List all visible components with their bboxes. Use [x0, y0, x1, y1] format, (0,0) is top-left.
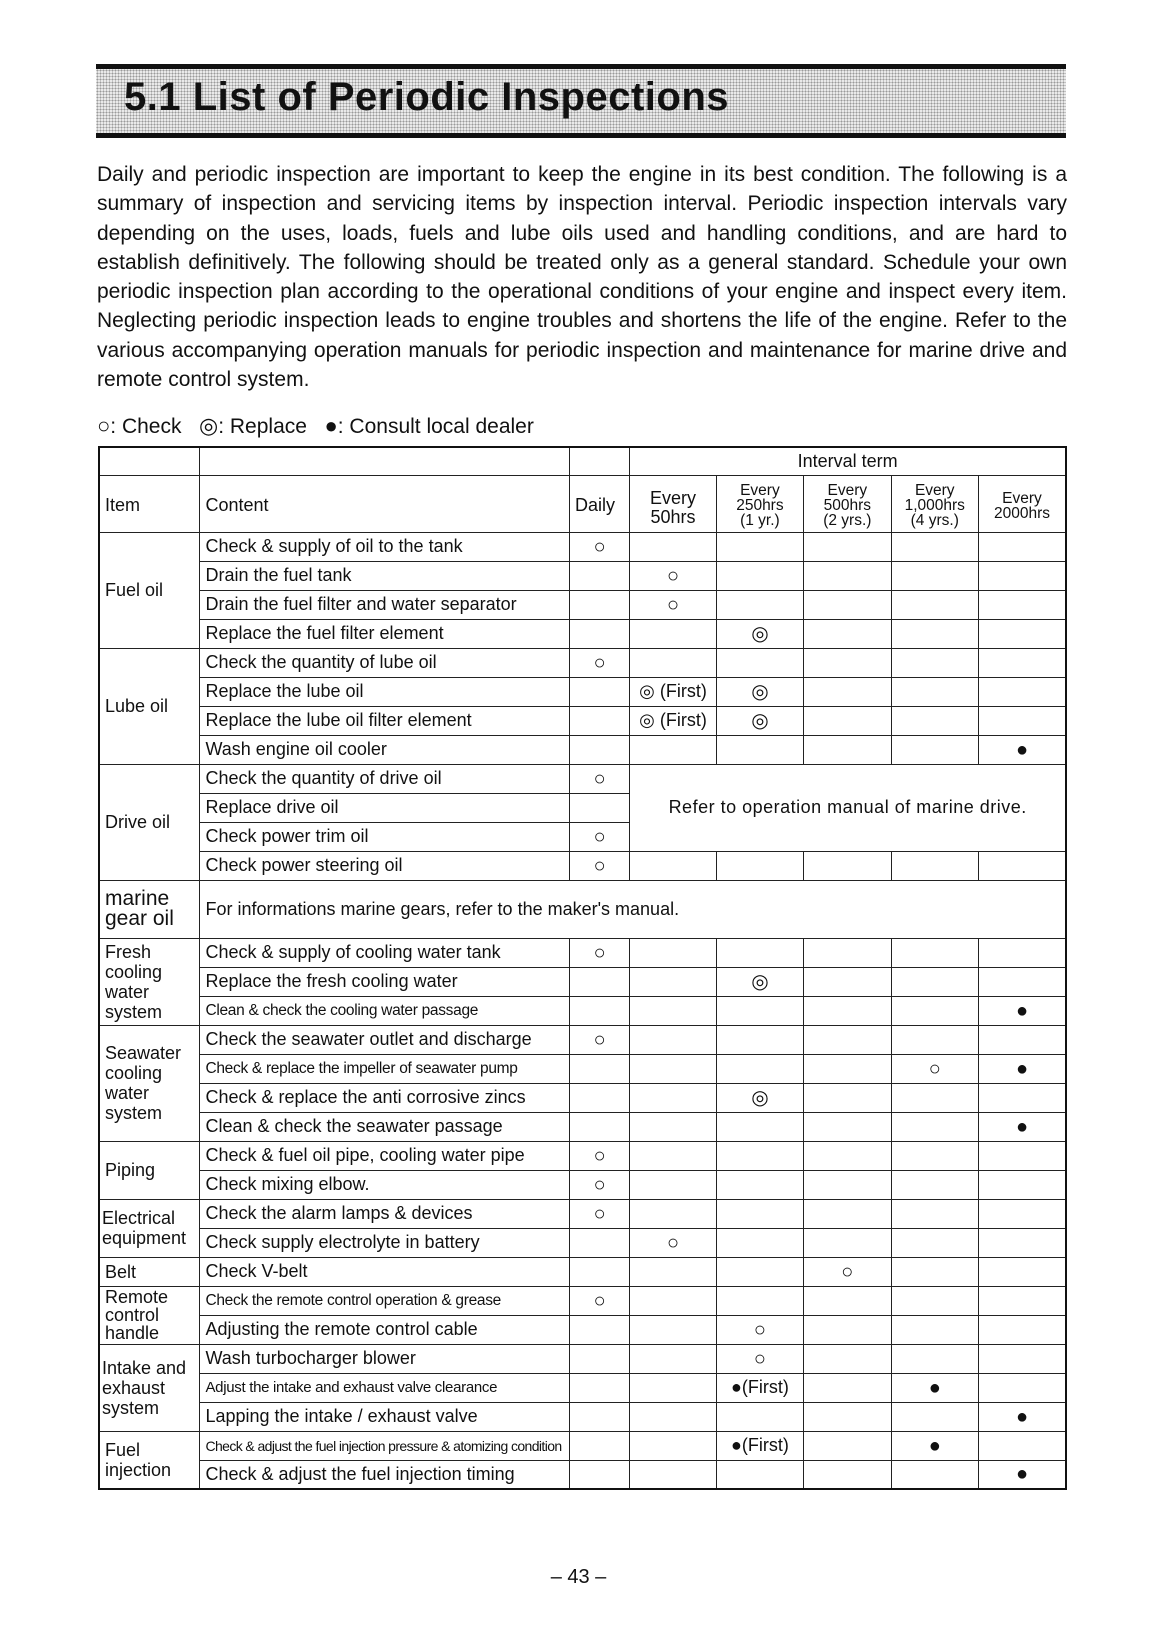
- mark-cell: [891, 1228, 978, 1257]
- dealer-symbol-icon: ●: [324, 413, 338, 438]
- table-row: [99, 851, 1066, 880]
- mark-cell: [804, 1112, 891, 1141]
- row-content: Clean & check the cooling water passage: [200, 996, 570, 1025]
- table-row: [99, 1199, 1066, 1228]
- mark-cell: ○: [630, 1228, 716, 1257]
- mark-cell: [891, 1402, 978, 1431]
- mark-cell: [630, 1199, 716, 1228]
- mark-cell: [804, 1025, 891, 1054]
- table-row: [99, 1025, 1066, 1054]
- mark-cell: [569, 1344, 629, 1373]
- mark-cell: [978, 1286, 1066, 1315]
- every-50hrs-header: [630, 475, 716, 532]
- mark-cell: ●: [978, 735, 1066, 764]
- table-row: [99, 1344, 1066, 1373]
- mark-cell: [569, 1431, 629, 1460]
- item-electrical: Electrical equipment: [99, 1199, 200, 1257]
- mark-cell: [891, 996, 978, 1025]
- row-content: Adjust the intake and exhaust valve clearance: [200, 1373, 570, 1402]
- table-row: [99, 764, 1066, 793]
- mark-cell: [891, 1170, 978, 1199]
- row-content: Replace the lube oil filter element: [200, 706, 570, 735]
- every-500hrs-header: [804, 475, 891, 532]
- every-label: Every: [914, 482, 955, 499]
- row-content: Check mixing elbow.: [200, 1170, 570, 1199]
- mark-cell: ◎ (First): [630, 706, 716, 735]
- mark-cell: [891, 735, 978, 764]
- mark-cell: [569, 677, 629, 706]
- mark-cell: [716, 532, 803, 561]
- item-piping: Piping: [99, 1141, 200, 1199]
- check-symbol-icon: ○: [97, 413, 111, 438]
- mark-cell: [630, 938, 716, 967]
- mark-cell: ○: [630, 561, 716, 590]
- row-content: Replace drive oil: [200, 793, 570, 822]
- mark-cell: [569, 1228, 629, 1257]
- mark-cell: ○: [891, 1054, 978, 1083]
- table-row: [99, 1431, 1066, 1460]
- mark-cell: [630, 967, 716, 996]
- mark-cell: [804, 590, 891, 619]
- mark-cell: [978, 706, 1066, 735]
- mark-cell: [978, 1228, 1066, 1257]
- replace-label: : Replace: [218, 415, 307, 438]
- row-content: Check & adjust the fuel injection timing: [200, 1460, 570, 1489]
- mark-cell: [569, 1373, 629, 1402]
- table-row: [99, 996, 1066, 1025]
- mark-cell: ○: [716, 1315, 803, 1344]
- table-row: [99, 1112, 1066, 1141]
- mark-cell: [804, 851, 891, 880]
- hrs-label: 1,000hrs: [904, 497, 965, 514]
- item-belt: Belt: [99, 1257, 200, 1286]
- table-row: [99, 532, 1066, 561]
- item-fuel-injection: Fuel injection: [99, 1431, 200, 1489]
- mark-cell: [569, 590, 629, 619]
- mark-cell: ○: [630, 590, 716, 619]
- row-content: Adjusting the remote control cable: [200, 1315, 570, 1344]
- table-row: [99, 1315, 1066, 1344]
- mark-cell: [716, 590, 803, 619]
- table-row: [99, 1373, 1066, 1402]
- mark-cell: [804, 1373, 891, 1402]
- mark-cell: ○: [569, 938, 629, 967]
- table-row: [99, 967, 1066, 996]
- mark-cell: ●: [978, 1112, 1066, 1141]
- table-row: [99, 1083, 1066, 1112]
- row-content: Wash turbocharger blower: [200, 1344, 570, 1373]
- mark-cell: [978, 1025, 1066, 1054]
- interval-term-header: Interval term: [630, 447, 1066, 475]
- mark-cell: [804, 996, 891, 1025]
- mark-cell: [978, 677, 1066, 706]
- mark-cell: [804, 1054, 891, 1083]
- mark-cell: [804, 1431, 891, 1460]
- mark-cell: [569, 1315, 629, 1344]
- row-content: Drain the fuel tank: [200, 561, 570, 590]
- check-label: : Check: [110, 415, 182, 438]
- mark-cell: [891, 619, 978, 648]
- column-header-row: [99, 475, 1066, 532]
- mark-cell: [569, 1083, 629, 1112]
- mark-cell: [569, 1054, 629, 1083]
- mark-cell: [630, 1025, 716, 1054]
- mark-cell: ○: [569, 648, 629, 677]
- mark-cell: [630, 1402, 716, 1431]
- item-seawater-cooling: Seawater cooling water system: [99, 1025, 200, 1141]
- mark-cell: [630, 1373, 716, 1402]
- mark-cell: ◎: [716, 619, 803, 648]
- row-content: Drain the fuel filter and water separator: [200, 590, 570, 619]
- mark-cell: [978, 590, 1066, 619]
- mark-cell: [716, 735, 803, 764]
- mark-cell: [804, 735, 891, 764]
- mark-cell: [978, 1141, 1066, 1170]
- row-content: Replace the lube oil: [200, 677, 570, 706]
- mark-cell: ◎: [716, 967, 803, 996]
- table-row: [99, 619, 1066, 648]
- mark-cell: [569, 967, 629, 996]
- table-row: [99, 880, 1066, 938]
- row-content: Check V-belt: [200, 1257, 570, 1286]
- mark-cell: [804, 1141, 891, 1170]
- table-row: [99, 590, 1066, 619]
- mark-cell: [804, 1170, 891, 1199]
- mark-cell: [891, 1286, 978, 1315]
- inspection-table: [98, 446, 1067, 1490]
- mark-cell: [716, 1257, 803, 1286]
- mark-cell: [891, 1315, 978, 1344]
- mark-cell: ●: [891, 1431, 978, 1460]
- item-remote-control: Remote control handle: [99, 1286, 200, 1344]
- mark-cell: [630, 1286, 716, 1315]
- mark-cell: [716, 1286, 803, 1315]
- mark-cell: [630, 1141, 716, 1170]
- table-row: [99, 1460, 1066, 1489]
- mark-cell: [978, 532, 1066, 561]
- mark-cell: ◎ (First): [630, 677, 716, 706]
- mark-cell: ●: [978, 1402, 1066, 1431]
- mark-cell: [569, 1402, 629, 1431]
- item-fresh-cooling: Fresh cooling water system: [99, 938, 200, 1025]
- mark-cell: [569, 1112, 629, 1141]
- row-content: Check & supply of cooling water tank: [200, 938, 570, 967]
- mark-cell: [891, 938, 978, 967]
- table-row: [99, 1054, 1066, 1083]
- mark-cell: [569, 735, 629, 764]
- mark-cell: [891, 1025, 978, 1054]
- mark-cell: ○: [569, 1170, 629, 1199]
- table-row: [99, 648, 1066, 677]
- row-content: Check the seawater outlet and discharge: [200, 1025, 570, 1054]
- table-row: [99, 735, 1066, 764]
- row-content: Check power trim oil: [200, 822, 570, 851]
- mark-cell: ●(First): [716, 1431, 803, 1460]
- mark-cell: ○: [569, 1199, 629, 1228]
- mark-cell: ○: [569, 1141, 629, 1170]
- mark-cell: [630, 851, 716, 880]
- mark-cell: [891, 1112, 978, 1141]
- row-content: Check the alarm lamps & devices: [200, 1199, 570, 1228]
- mark-cell: [630, 1257, 716, 1286]
- page-title: 5.1 List of Periodic Inspections: [124, 75, 730, 119]
- mark-cell: [716, 851, 803, 880]
- mark-cell: [804, 619, 891, 648]
- mark-cell: [978, 851, 1066, 880]
- mark-cell: ○: [569, 1286, 629, 1315]
- mark-cell: [804, 532, 891, 561]
- section-title-bar: [96, 64, 1066, 138]
- mark-cell: [630, 1431, 716, 1460]
- mark-cell: ○: [569, 1025, 629, 1054]
- mark-cell: [804, 1083, 891, 1112]
- mark-cell: [630, 1170, 716, 1199]
- table-row: [99, 561, 1066, 590]
- mark-cell: [630, 1460, 716, 1489]
- row-content: Check & fuel oil pipe, cooling water pipe: [200, 1141, 570, 1170]
- mark-cell: [891, 1460, 978, 1489]
- mark-cell: [804, 967, 891, 996]
- mark-cell: [978, 938, 1066, 967]
- mark-cell: [569, 619, 629, 648]
- mark-cell: [978, 1373, 1066, 1402]
- mark-cell: [891, 706, 978, 735]
- mark-cell: [630, 996, 716, 1025]
- years-label: (4 yrs.): [910, 512, 959, 529]
- content-header: Content: [200, 475, 570, 532]
- mark-cell: [630, 648, 716, 677]
- hrs-label: 2000hrs: [993, 504, 1050, 522]
- mark-cell: [716, 1170, 803, 1199]
- mark-cell: ◎: [716, 677, 803, 706]
- item-lube-oil: Lube oil: [99, 648, 200, 764]
- hrs-label: 50hrs: [650, 506, 696, 527]
- mark-cell: ●: [978, 1460, 1066, 1489]
- mark-cell: [804, 1315, 891, 1344]
- mark-cell: [716, 1025, 803, 1054]
- mark-cell: [716, 561, 803, 590]
- mark-cell: [891, 1141, 978, 1170]
- mark-cell: [804, 1460, 891, 1489]
- mark-cell: [804, 1228, 891, 1257]
- dealer-label: : Consult local dealer: [337, 415, 534, 438]
- mark-cell: [716, 1199, 803, 1228]
- mark-cell: [569, 561, 629, 590]
- mark-cell: [891, 677, 978, 706]
- row-content: Check the quantity of lube oil: [200, 648, 570, 677]
- drive-oil-note: Refer to operation manual of marine drive.: [630, 764, 1066, 851]
- mark-cell: [716, 1228, 803, 1257]
- mark-cell: [978, 648, 1066, 677]
- mark-cell: [978, 619, 1066, 648]
- mark-cell: ●: [978, 1054, 1066, 1083]
- mark-cell: [891, 1199, 978, 1228]
- mark-cell: [569, 1460, 629, 1489]
- marine-gear-note: For informations marine gears, refer to the maker's manual.: [200, 880, 1066, 938]
- table-row: [99, 938, 1066, 967]
- row-content: Replace the fuel filter element: [200, 619, 570, 648]
- mark-cell: [716, 996, 803, 1025]
- mark-cell: [630, 1315, 716, 1344]
- mark-cell: [804, 648, 891, 677]
- hrs-label: 250hrs: [736, 497, 784, 514]
- mark-cell: ○: [716, 1344, 803, 1373]
- mark-cell: [630, 735, 716, 764]
- item-drive-oil: Drive oil: [99, 764, 200, 880]
- table-row: [99, 677, 1066, 706]
- row-content: Check the remote control operation & grease: [200, 1286, 570, 1315]
- mark-cell: [978, 1315, 1066, 1344]
- interval-header-row: [99, 447, 1066, 475]
- table-row: [99, 1228, 1066, 1257]
- row-content: Check & supply of oil to the tank: [200, 532, 570, 561]
- row-content: Replace the fresh cooling water: [200, 967, 570, 996]
- every-label: Every: [827, 482, 868, 499]
- table-row: [99, 1141, 1066, 1170]
- daily-header: Daily: [569, 475, 629, 532]
- mark-cell: [978, 1257, 1066, 1286]
- years-label: (2 yrs.): [823, 512, 872, 529]
- mark-cell: [978, 967, 1066, 996]
- mark-cell: [978, 561, 1066, 590]
- mark-cell: ●(First): [716, 1373, 803, 1402]
- mark-cell: ○: [569, 764, 629, 793]
- mark-cell: [891, 967, 978, 996]
- item-fuel-oil: Fuel oil: [99, 532, 200, 648]
- mark-cell: [716, 1141, 803, 1170]
- mark-cell: [630, 1054, 716, 1083]
- table-row: [99, 1257, 1066, 1286]
- mark-cell: ●: [891, 1373, 978, 1402]
- mark-cell: ◎: [716, 1083, 803, 1112]
- mark-cell: [978, 1170, 1066, 1199]
- mark-cell: [804, 1286, 891, 1315]
- mark-cell: [978, 1083, 1066, 1112]
- mark-cell: [630, 532, 716, 561]
- row-content: Check the quantity of drive oil: [200, 764, 570, 793]
- table-row: [99, 706, 1066, 735]
- item-marine-gear-oil: marine gear oil: [99, 880, 200, 938]
- mark-cell: [891, 1344, 978, 1373]
- mark-cell: [716, 938, 803, 967]
- mark-cell: [891, 851, 978, 880]
- mark-cell: [804, 1402, 891, 1431]
- mark-cell: ○: [569, 851, 629, 880]
- hrs-label: 500hrs: [823, 497, 872, 514]
- row-content: Clean & check the seawater passage: [200, 1112, 570, 1141]
- intro-paragraph: Daily and periodic inspection are important to keep the engine in its best condition. The following is a summary of inspection and servicing items by inspection interval. Periodic inspection intervals vary depending on the uses, loads, fuels and lube oils used and handling conditions, and are hard to establish definitively. The following should be treated only as a general standard. Schedule your own periodic inspection plan according to the operational conditions of your engine and inspect every item. Neglecting periodic inspection leads to engine troubles and shortens the life of the engine. Refer to the various accompanying operation manuals for periodic inspection and maintenance for marine drive and remote control system.: [97, 163, 1067, 392]
- row-content: Check supply electrolyte in battery: [200, 1228, 570, 1257]
- row-content: Lapping the intake / exhaust valve: [200, 1402, 570, 1431]
- every-label: Every: [740, 482, 780, 499]
- mark-cell: [569, 706, 629, 735]
- mark-cell: [716, 1112, 803, 1141]
- item-intake-exhaust: Intake and exhaust system: [99, 1344, 200, 1431]
- mark-cell: ●: [978, 996, 1066, 1025]
- years-label: (1 yr.): [740, 512, 780, 529]
- symbol-legend: [97, 415, 534, 439]
- mark-cell: [804, 938, 891, 967]
- mark-cell: [716, 1460, 803, 1489]
- table-row: [99, 1170, 1066, 1199]
- table-row: [99, 1402, 1066, 1431]
- mark-cell: [716, 1054, 803, 1083]
- mark-cell: ○: [804, 1257, 891, 1286]
- mark-cell: [978, 1344, 1066, 1373]
- every-2000hrs-header: [978, 475, 1066, 532]
- page-number: – 43 –: [550, 1566, 607, 1588]
- mark-cell: [891, 1083, 978, 1112]
- mark-cell: [804, 706, 891, 735]
- mark-cell: [804, 1344, 891, 1373]
- row-content: Check & replace the impeller of seawater pump: [200, 1054, 570, 1083]
- replace-symbol-icon: ◎: [199, 413, 219, 438]
- row-content: Check & replace the anti corrosive zincs: [200, 1083, 570, 1112]
- mark-cell: [891, 590, 978, 619]
- row-content: Wash engine oil cooler: [200, 735, 570, 764]
- table-row: [99, 1286, 1066, 1315]
- every-1000hrs-header: [891, 475, 978, 532]
- row-content: Check power steering oil: [200, 851, 570, 880]
- mark-cell: [569, 793, 629, 822]
- mark-cell: ○: [569, 822, 629, 851]
- mark-cell: [804, 561, 891, 590]
- mark-cell: [630, 619, 716, 648]
- mark-cell: [891, 648, 978, 677]
- mark-cell: [716, 648, 803, 677]
- mark-cell: [804, 677, 891, 706]
- every-label: Every: [650, 487, 697, 508]
- mark-cell: [891, 561, 978, 590]
- mark-cell: [716, 1402, 803, 1431]
- every-250hrs-header: [716, 475, 803, 532]
- mark-cell: [978, 1431, 1066, 1460]
- item-header: Item: [99, 475, 200, 532]
- mark-cell: [569, 996, 629, 1025]
- every-label: Every: [1002, 489, 1042, 507]
- mark-cell: [630, 1344, 716, 1373]
- mark-cell: [978, 1199, 1066, 1228]
- mark-cell: ○: [569, 532, 629, 561]
- mark-cell: [891, 1257, 978, 1286]
- mark-cell: [569, 1257, 629, 1286]
- mark-cell: [630, 1083, 716, 1112]
- mark-cell: ◎: [716, 706, 803, 735]
- row-content: Check & adjust the fuel injection pressure & atomizing condition: [200, 1431, 570, 1460]
- mark-cell: [804, 1199, 891, 1228]
- mark-cell: [630, 1112, 716, 1141]
- mark-cell: [891, 532, 978, 561]
